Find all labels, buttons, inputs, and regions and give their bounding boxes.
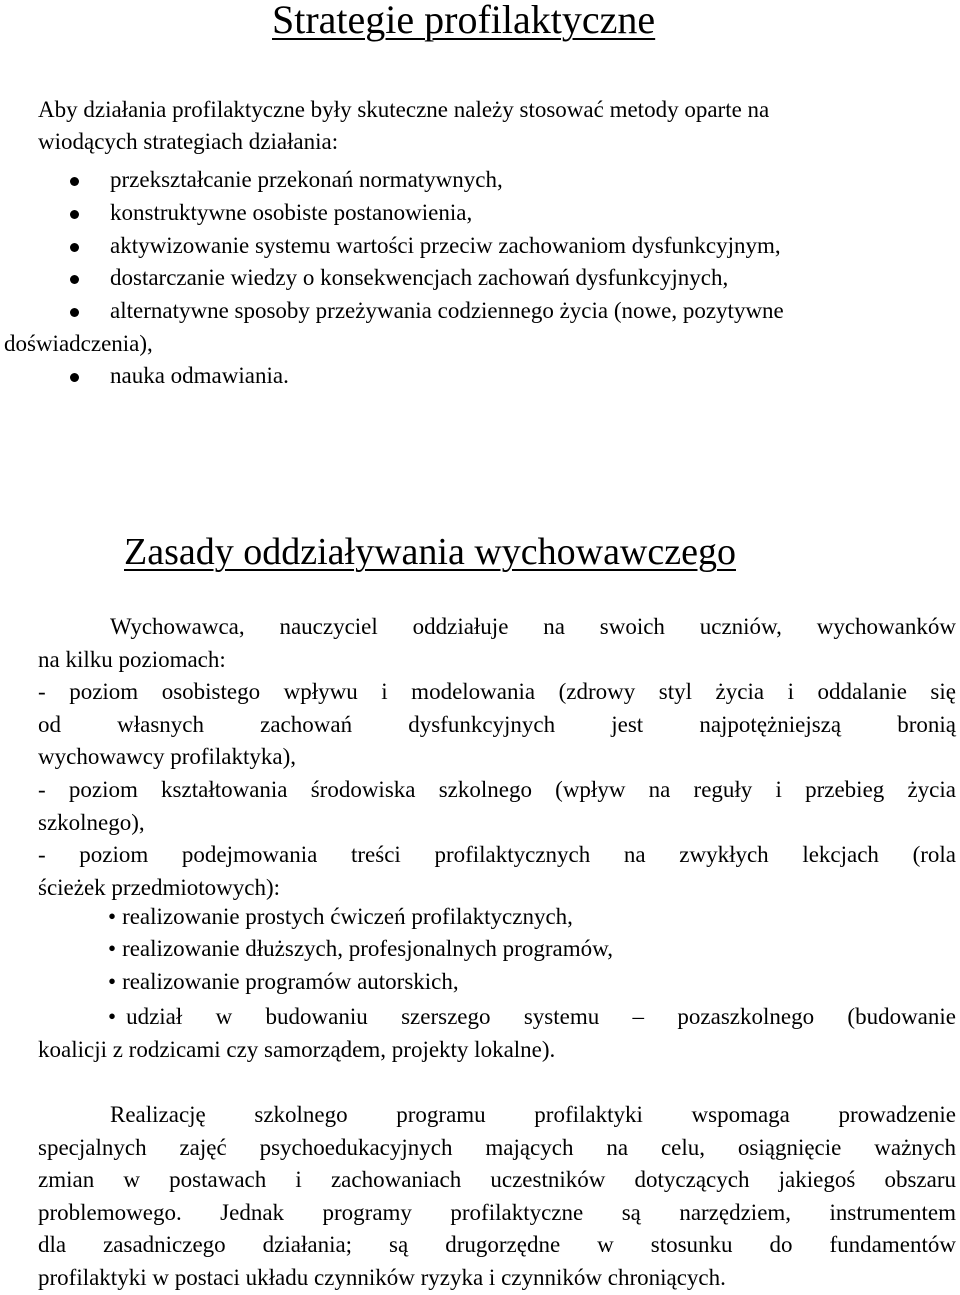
list-item-continuation: doświadczenia),	[4, 331, 153, 356]
list-item: konstruktywne osobiste postanowienia,	[110, 200, 473, 225]
list-item: przekształcanie przekonań normatywnych,	[110, 167, 503, 192]
bullet-icon: •	[108, 936, 117, 961]
paragraph-levels: Wychowawca, nauczyciel oddziałuje na swoich uczniów, wychowanków na kilku poziomach:	[38, 614, 956, 672]
list-item: • realizowanie dłuższych, profesjonalnych programów,	[108, 936, 613, 961]
heading-strategies: Strategie profilaktyczne	[272, 0, 656, 42]
paragraph-level-environment: - poziom kształtowania środowiska szkolnego (wpływ na reguły i przebieg życia szkolnego),	[38, 777, 956, 835]
intro-line-2: wiodących strategiach działania:	[38, 129, 339, 154]
bullet-icon	[70, 210, 79, 219]
paragraph-realization: Realizację szkolnego programu profilaktyki wspomaga prowadzenie specjalnych zajęć psychoedukacyjnych mających na celu, osiągnięcie ważnych zmian w postawach i zachowaniach uczestników dotyczących jakiegoś obszaru problemowego. Jednak programy profilaktyczne są narzędziem, instrumentem dla zasadniczego działania; są drugorzędne w stosunku do fundamentów profilaktyki w postaci układu czynników ryzyka i czynników chroniących.	[38, 1102, 956, 1290]
bullet-icon: •	[108, 1004, 117, 1029]
bullet-icon	[70, 373, 79, 382]
bullet-icon	[70, 243, 79, 252]
paragraph-level-lessons: - poziom podejmowania treści profilaktycznych na zwykłych lekcjach (rola ścieżek przedmiotowych):	[38, 842, 956, 900]
list-item: dostarczanie wiedzy o konsekwencjach zachowań dysfunkcyjnych,	[110, 265, 729, 290]
list-item: • realizowanie programów autorskich,	[108, 969, 459, 994]
list-item: nauka odmawiania.	[110, 363, 289, 388]
list-item-last: • udział w budowaniu szerszego systemu – pozaszkolnego (budowanie koalicji z rodzicami czy samorządem, projekty lokalne).	[38, 1004, 956, 1062]
bullet-icon: •	[108, 969, 117, 994]
list-item: alternatywne sposoby przeżywania codziennego życia (nowe, pozytywne	[110, 298, 784, 323]
intro-line-1: Aby działania profilaktyczne były skuteczne należy stosować metody oparte na	[38, 97, 770, 122]
bullet-icon: •	[108, 904, 117, 929]
bullet-icon	[70, 275, 79, 284]
heading-principles: Zasady oddziaływania wychowawczego	[124, 531, 736, 573]
bullet-icon	[70, 308, 79, 317]
bullet-icon	[70, 177, 79, 186]
list-item: aktywizowanie systemu wartości przeciw zachowaniom dysfunkcyjnym,	[110, 233, 781, 258]
list-item: • realizowanie prostych ćwiczeń profilaktycznych,	[108, 904, 573, 929]
paragraph-level-personal: - poziom osobistego wpływu i modelowania (zdrowy styl życia i oddalanie się od własnych zachowań dysfunkcyjnych jest najpotężniejszą bronią wychowawcy profilaktyka),	[38, 679, 956, 770]
